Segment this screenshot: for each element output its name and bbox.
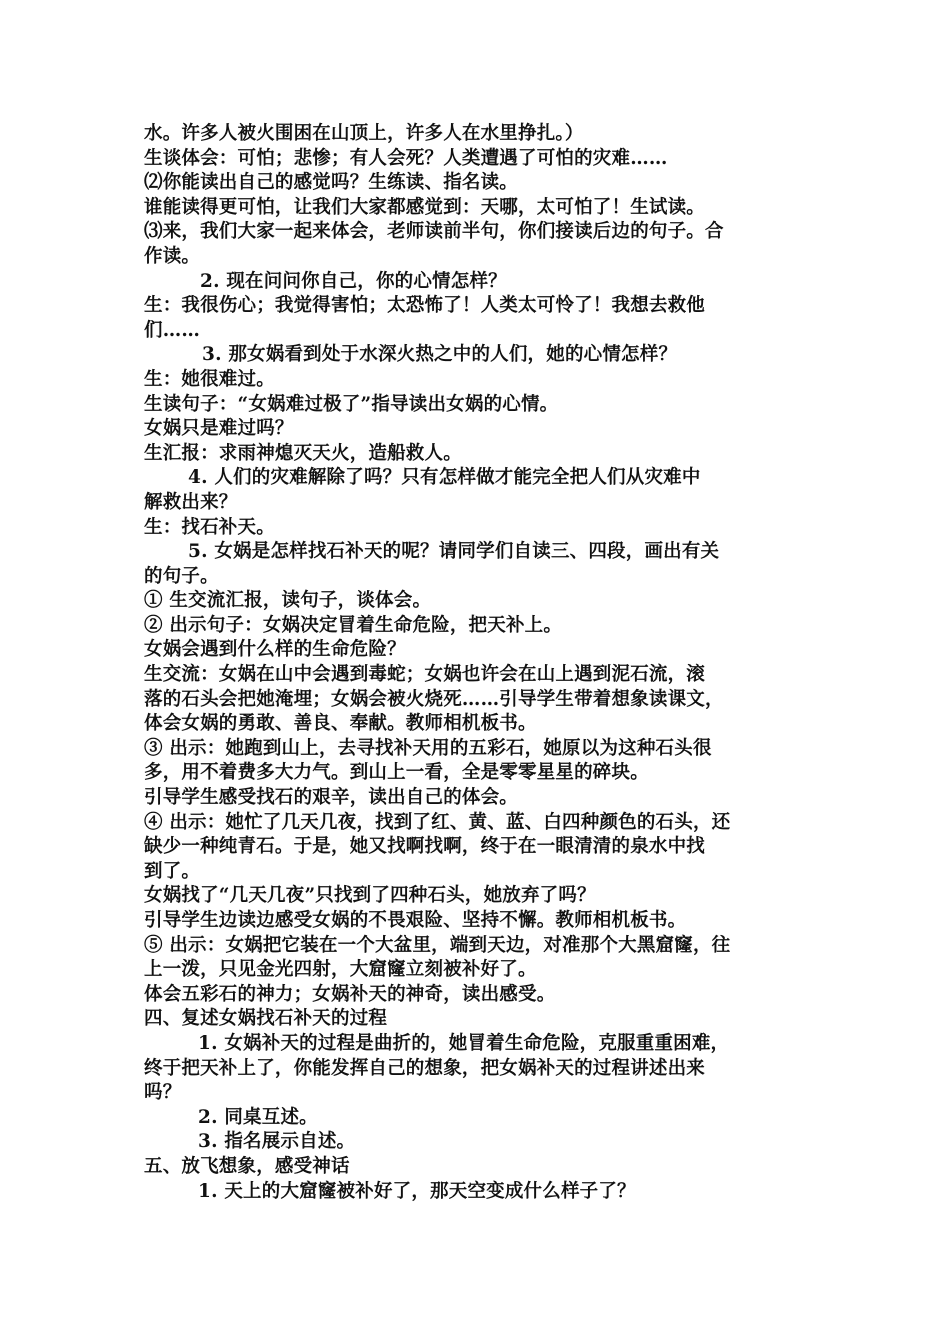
- text-line-27: 多，用不着费多大力气。到山上一看，全是零零星星的碎块。: [144, 762, 649, 784]
- text-line-15: 4. 人们的灾难解除了吗？只有怎样做才能完全把人们从灾难中: [188, 467, 701, 489]
- text-line-32: 女娲找了“几天几夜”只找到了四种石头，她放弃了吗？: [144, 885, 596, 907]
- text-line-31: 到了。: [144, 860, 201, 882]
- text-line-17: 生：找石补天。: [144, 516, 275, 538]
- text-line-23: 生交流：女娲在山中会遇到毒蛇；女娲也许会在山上遇到泥石流，滚: [144, 664, 706, 686]
- text-line-1: 水。许多人被火围困在山顶上，许多人在水里挣扎。）: [144, 123, 584, 144]
- text-line-36: 体会五彩石的神力；女娲补天的神奇，读出感受。: [144, 983, 556, 1005]
- text-line-6: 作读。: [144, 245, 201, 267]
- text-line-38: 1. 女娲补天的过程是曲折的，她冒着生命危险，克服重重困难，: [198, 1032, 730, 1054]
- text-line-35: 上一泼，只见金光四射，大窟窿立刻被补好了。: [144, 959, 537, 981]
- text-line-34: ⑤ 出示：女娲把它装在一个大盆里，端到天边，对准那个大黑窟窿，往: [144, 934, 731, 956]
- text-line-40: 吗？: [144, 1082, 182, 1104]
- text-line-9: 们……: [144, 319, 201, 341]
- text-line-13: 女娲只是难过吗？: [144, 418, 294, 440]
- text-line-4: 谁能读得更可怕，让我们大家都感觉到：天哪，太可怕了！生试读。: [144, 196, 706, 218]
- text-line-18: 5. 女娲是怎样找石补天的呢？请同学们自读三、四段，画出有关: [188, 541, 720, 563]
- text-line-22: 女娲会遇到什么样的生命危险？: [144, 639, 406, 661]
- section-heading-4: 四、复述女娲找石补天的过程: [144, 1008, 388, 1030]
- text-line-30: 缺少一种纯青石。于是，她又找啊找啊，终于在一眼清清的泉水中找: [144, 836, 706, 858]
- text-line-39: 终于把天补上了，你能发挥自己的想象，把女娲补天的过程讲述出来: [144, 1057, 706, 1079]
- text-line-41: 2. 同桌互述。: [198, 1106, 318, 1128]
- text-line-2: 生谈体会：可怕；悲惨；有人会死？人类遭遇了可怕的灾难……: [144, 147, 668, 169]
- text-line-44: 1. 天上的大窟窿被补好了，那天空变成什么样子了？: [198, 1180, 636, 1202]
- text-line-12: 生读句子：“女娲难过极了”指导读出女娲的心情。: [144, 393, 559, 415]
- text-line-26: ③ 出示：她跑到山上，去寻找补天用的五彩石，她原以为这种石头很: [144, 737, 712, 759]
- text-line-14: 生汇报：求雨神熄灭天火，造船救人。: [144, 442, 462, 464]
- text-line-20: ① 生交流汇报，读句子，谈体会。: [144, 590, 432, 612]
- text-line-7: 2. 现在问问你自己，你的心情怎样？: [200, 270, 507, 292]
- document-body: [144, 122, 820, 1204]
- text-line-16: 解救出来？: [144, 491, 238, 513]
- text-line-28: 引导学生感受找石的艰辛，读出自己的体会。: [144, 787, 519, 809]
- text-line-3: ⑵你能读出自己的感觉吗？生练读、指名读。: [144, 172, 519, 194]
- text-line-21: ② 出示句子：女娲决定冒着生命危险，把天补上。: [144, 614, 563, 636]
- text-line-5: ⑶来，我们大家一起来体会，老师读前半句，你们接读后边的句子。合: [144, 221, 724, 243]
- text-line-8: 生：我很伤心；我觉得害怕；太恐怖了！人类太可怜了！我想去救他: [144, 295, 706, 317]
- text-line-24: 落的石头会把她淹埋；女娲会被火烧死……引导学生带着想象读课文，: [144, 688, 724, 710]
- text-line-10: 3. 那女娲看到处于水深火热之中的人们，她的心情怎样？: [202, 344, 678, 366]
- text-line-33: 引导学生边读边感受女娲的不畏艰险、坚持不懈。教师相机板书。: [144, 910, 687, 931]
- text-line-42: 3. 指名展示自述。: [198, 1131, 356, 1153]
- text-line-25: 体会女娲的勇敢、善良、奉献。教师相机板书。: [144, 713, 537, 735]
- text-line-19: 的句子。: [144, 565, 219, 587]
- text-line-29: ④ 出示：她忙了几天几夜，找到了红、黄、蓝、白四种颜色的石头，还: [144, 811, 731, 833]
- text-line-11: 生：她很难过。: [144, 368, 275, 390]
- section-heading-5: 五、放飞想象，感受神话: [144, 1155, 350, 1177]
